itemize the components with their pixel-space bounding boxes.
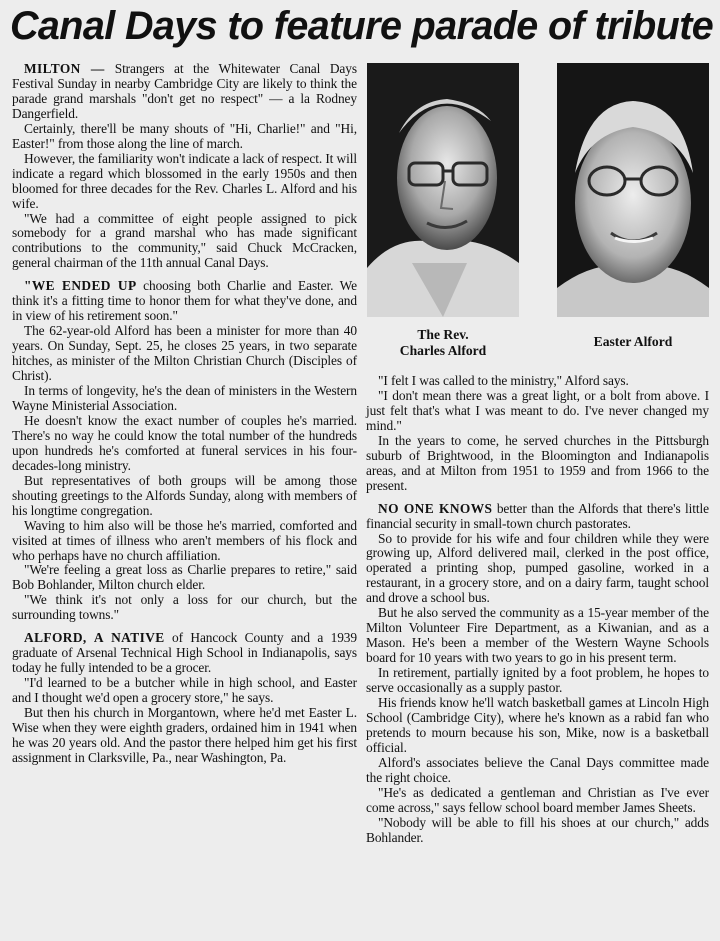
paragraph-text: In retirement, partially ignited by a foot problem, he hopes to serve occasionally as a supply pastor.: [366, 665, 709, 696]
paragraph-lead: "WE ENDED UP: [24, 278, 137, 294]
article-paragraph: [12, 62, 357, 122]
paragraph-text: Certainly, there'll be many shouts of "Hi, Charlie!" and "Hi, Easter!" from those along the line of march.: [12, 120, 357, 151]
paragraph-lead: NO ONE KNOWS: [378, 500, 493, 516]
paragraph-text: His friends know he'll watch basketball games at Lincoln High School (Cambridge City), where he's known as a rabid fan who pretends to mourn because his son, Mike, now is a basketball official.: [366, 695, 709, 755]
paragraph-lead: ALFORD, A NATIVE: [24, 630, 165, 646]
headline: Canal Days to feature parade of tribute: [10, 4, 714, 48]
paragraph-text: He doesn't know the exact number of couples he's married. There's no way he could know the total number of the hundreds upon hundreds he's comforted at funeral services in his four-decades-long ministry.: [12, 412, 357, 473]
paragraph-text: of Hancock County and a 1939 graduate of Arsenal Technical High School in Indianapolis, says today he fully intended to be a grocer.: [12, 630, 357, 676]
paragraph-text: So to provide for his wife and four children while they were growing up, Alford delivered mail, clerked in the post office, operated a printing shop, pumped gasoline, worked in a restaurant, in a grocery store, and on a dairy farm, taught school and drove a school bus.: [366, 530, 709, 606]
article-paragraph: [12, 152, 357, 212]
article-paragraph: [12, 593, 357, 623]
article-paragraph: [12, 474, 357, 519]
article-paragraph: [366, 502, 709, 532]
article-paragraph: [12, 324, 357, 384]
article-paragraph: [366, 666, 709, 696]
photo-charles-alford: [367, 63, 519, 317]
paragraph-text: "We think it's not only a loss for our church, but the surrounding towns.": [12, 592, 357, 623]
paragraph-text: But then his church in Morgantown, where he'd met Easter L. Wise when they were eighth graders, ordained him in 1941 when he was 20 years old. And the pastor there helped him get his first assignment in Clarksville, Pa., near Washington, Pa.: [12, 705, 357, 765]
article-paragraph: [12, 279, 357, 324]
paragraph-text: Strangers at the Whitewater Canal Days Festival Sunday in nearby Cambridge City are likely to think the parade grand marshals "don't get no respect" — a la Rodney Dangerfield.: [12, 61, 357, 121]
article-paragraph: [12, 676, 357, 706]
article-column-left: [12, 62, 357, 766]
article-paragraph: [12, 384, 357, 414]
article-paragraph: [366, 532, 709, 607]
paragraph-text: choosing both Charlie and Easter. We think it's a fitting time to honor them for what they've done, and in view of his retirement soon.": [12, 278, 357, 324]
article-paragraph: [12, 122, 357, 152]
photo-easter-alford: [557, 63, 709, 317]
caption-line-title: The Rev.: [417, 327, 469, 342]
article-paragraph: [366, 606, 709, 666]
paragraph-text: But representatives of both groups will be among those shouting greetings to the Alfords Sunday, along with members of his longtime congregation.: [12, 472, 357, 518]
article-paragraph: [366, 816, 709, 846]
paragraph-text: In the years to come, he served churches in the Pittsburgh suburb of Brightwood, in the Bloomington and Indianapolis areas, and at Milton from 1951 to 1959 and from 1966 to the present.: [366, 432, 709, 493]
paragraph-lead: MILTON —: [24, 61, 115, 76]
paragraph-text: Waving to him also will be those he's married, comforted and visited at times of illness who aren't members of his flock and who perhaps have no church affiliation.: [12, 517, 357, 563]
photo-caption-easter: Easter Alford: [593, 334, 673, 349]
article-paragraph: [12, 519, 357, 564]
article-paragraph: [366, 374, 709, 389]
article-paragraph: [366, 389, 709, 434]
article-paragraph: [12, 706, 357, 766]
paragraph-text: In terms of longevity, he's the dean of ministers in the Western Wayne Ministerial Association.: [12, 383, 357, 413]
caption-line-name: Charles Alford: [399, 343, 487, 358]
article-paragraph: [366, 696, 709, 756]
article-paragraph: [12, 631, 357, 676]
article-paragraph: [366, 434, 709, 494]
paragraph-text: "He's as dedicated a gentleman and Christian as I've ever come across," says fellow school board member James Sheets.: [366, 784, 709, 815]
article-paragraph: [366, 756, 709, 786]
photo-caption-alford: [367, 327, 519, 359]
article-paragraph: [12, 563, 357, 593]
paragraph-text: "Nobody will be able to fill his shoes at our church," adds Bohlander.: [366, 814, 709, 845]
article-paragraph: [12, 414, 357, 474]
paragraph-text: However, the familiarity won't indicate a lack of respect. It will indicate a regard which blossomed in the early 1950s and then bloomed for three decades for the Rev. Charles L. Alford and his wife.: [12, 150, 357, 211]
paragraph-text: Alford's associates believe the Canal Days committee made the right choice.: [366, 754, 709, 785]
paragraph-text: better than the Alfords that there's little financial security in small-town church pastorates.: [366, 500, 709, 531]
portrait-woman-image: [557, 63, 709, 317]
article-column-right: [366, 374, 709, 846]
paragraph-text: "I felt I was called to the ministry," Alford says.: [378, 373, 629, 388]
paragraph-text: "I don't mean there was a great light, or a bolt from above. I just felt that's what I was meant to do. I've never changed my mind.": [366, 387, 709, 433]
paragraph-text: "We're feeling a great loss as Charlie prepares to retire," said Bob Bohlander, Milton church elder.: [12, 562, 357, 593]
paragraph-text: The 62-year-old Alford has been a minister for more than 40 years. On Sunday, Sept. 25, he closes 25 years, in two separate hitches, as minister of the Milton Christian Church (Disciples of Christ).: [12, 323, 357, 384]
article-paragraph: [366, 786, 709, 816]
paragraph-text: But he also served the community as a 15-year member of the Milton Volunteer Fire Department, as a Kiwanian, and as a Mason. He's been a member of the Western Wayne Schools board for 10 years with two years to go in his present term.: [366, 605, 709, 666]
portrait-man-image: [367, 63, 519, 317]
paragraph-text: "I'd learned to be a butcher while in high school, and Easter and I thought we'd open a grocery store," he says.: [12, 675, 357, 706]
article-paragraph: [12, 212, 357, 272]
paragraph-text: "We had a committee of eight people assigned to pick somebody for a grand marshal who has made significant contributions to the community," said Chuck McCracken, general chairman of the 11th annual Canal Days.: [12, 210, 357, 271]
